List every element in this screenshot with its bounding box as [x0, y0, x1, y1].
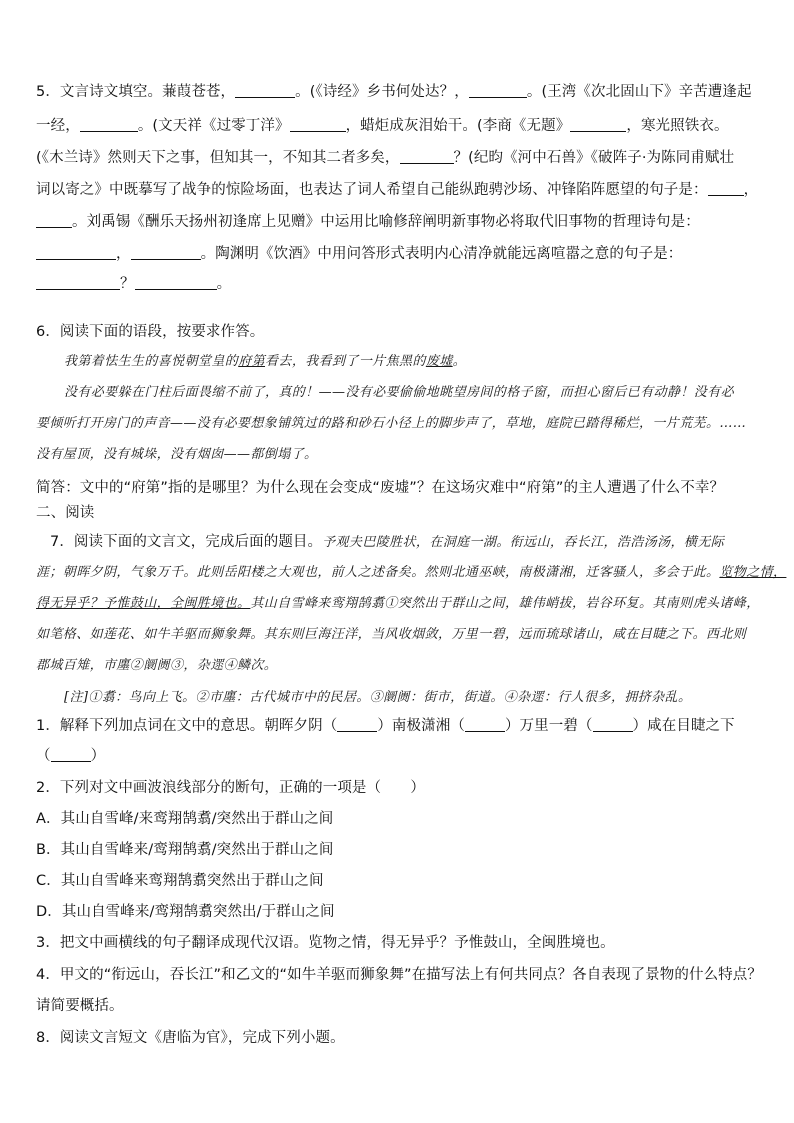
q7-line-5: 郡城百雉，市廛②阛阓③，杂遝④鳞次。: [36, 658, 278, 673]
answer-blank[interactable]: [235, 82, 295, 98]
answer-blank[interactable]: [36, 244, 116, 260]
answer-blank[interactable]: [290, 116, 346, 132]
q5-line-6: ， 。陶渊明《饮酒》中用问答形式表明内心清净就能远离喧嚣之意的句子是：: [36, 244, 766, 264]
answer-blank[interactable]: [400, 148, 454, 164]
q5-line-7: ？ 。: [36, 274, 766, 294]
q6-passage-line-4: 没有屋顶，没有城垛，没有烟囱——都倒塌了。: [36, 447, 318, 462]
q7-line-4: 如笔格、如莲花、如牛羊驱而狮象舞。其东则巨海汪洋，当风收烟敛，万里一碧，远而琉球诸山，咸在目睫之下。西北则: [36, 627, 747, 642]
answer-blank[interactable]: [593, 716, 633, 732]
q6-passage-line-2: 没有必要躲在门柱后面畏缩不前了，真的！——没有必要偷偷地眺望房间的格子窗，而担心窗后已有动静！没有必: [64, 385, 735, 400]
q5-line-4: 词以寄之》中既摹写了战争的惊险场面，也表达了词人希望自己能纵跑骋沙场、冲锋陷阵愿望的句子是： ，: [36, 182, 759, 198]
q7-note: [注]①翥：鸟向上飞。②市廛：古代城市中的民居。③阛阓：街市，街道。④杂遝：行人很多，拥挤杂乱。: [64, 690, 692, 705]
q6-question: 简答：文中的“府第”指的是哪里？为什么现在会变成“废墟”？在这场灾难中“府第”的主人遭遇了什么不幸？: [36, 480, 725, 496]
answer-blank[interactable]: [465, 716, 505, 732]
sub3-question: 3．把文中画横线的句子翻译成现代汉语。览物之情，得无异乎？予惟鼓山，全闽胜境也。: [36, 935, 615, 951]
answer-blank[interactable]: [36, 212, 72, 228]
answer-blank[interactable]: [570, 116, 626, 132]
answer-blank[interactable]: [131, 244, 201, 260]
sub2-question: 2．下列对文中画波浪线部分的断句，正确的一项是（ ）: [36, 780, 425, 796]
sub4-question-line-2: 请简要概括。: [36, 998, 124, 1014]
underlined-term: 府第: [238, 354, 266, 369]
sub4-question-line-1: 4．甲文的“衔远山，吞长江”和乙文的“如牛羊驱而狮象舞”在描写法上有何共同点？各自表现了景物的什么特点？: [36, 967, 762, 983]
q5-line-1: 5．文言诗文填空。蒹葭苍苍， 。(《诗经》乡书何处达？， 。(王湾《次北固山下》辛苦遭逢起: [36, 84, 752, 100]
q6-passage-line-1: 我第着怯生生的喜悦朝堂皇的府第看去，我看到了一片焦黑的废墟。: [64, 354, 467, 369]
q5-line-3: (《木兰诗》然则天下之事，但知其一，不知其二者多矣， ？(纪昀《河中石兽》《破阵子·为陈同甫赋壮: [36, 150, 735, 166]
underlined-sentence: 得无异乎？予惟鼓山，全闽胜境也。: [36, 596, 251, 611]
q8-title: 8．阅读文言短文《唐临为官》，完成下列小题。: [36, 1030, 345, 1046]
q7-line-3: 得无异乎？予惟鼓山，全闽胜境也。其山自雪峰来鸾翔鹄翥①突然出于群山之间，雄伟峭拔，岩谷环复。其南则虎头诸峰，: [36, 596, 760, 611]
underlined-term: 废墟: [425, 354, 453, 369]
q7-line-1: 7．阅读下面的文言文，完成后面的题目。予观夫巴陵胜状，在洞庭一湖。衔远山，吞长江，浩浩汤汤，横无际: [50, 534, 725, 550]
answer-blank[interactable]: [36, 274, 120, 290]
sub2-option-a[interactable]: A．其山自雪峰/来鸾翔鹄翥/突然出于群山之间: [36, 811, 334, 827]
answer-blank[interactable]: [469, 82, 527, 98]
sub1-line-1: 1．解释下列加点词在文中的意思。朝晖夕阴（ ）南极潇湘（ ）万里一碧（ ）咸在目睫之下: [36, 718, 735, 734]
sub2-option-c[interactable]: C．其山自雪峰来鸾翔鹄翥突然出于群山之间: [36, 873, 324, 889]
answer-blank[interactable]: [708, 180, 744, 196]
sub1-line-2: （ ）: [36, 748, 106, 764]
underlined-sentence: 览物之情，: [719, 565, 787, 580]
q6-title: 6．阅读下面的语段，按要求作答。: [36, 324, 265, 340]
q7-line-2: 涯；朝晖夕阴，气象万千。此则岳阳楼之大观也，前人之述备矣。然则北通巫峡，南极潇湘，迁客骚人，多会于此。览物之情，: [36, 565, 787, 580]
answer-blank[interactable]: [51, 746, 91, 762]
answer-blank[interactable]: [135, 274, 217, 290]
sub2-option-b[interactable]: B．其山自雪峰来/鸾翔鹄翥/突然出于群山之间: [36, 842, 334, 858]
q5-line-2: 一经， 。(文天祥《过零丁洋》 ，蜡炬成灰泪始干。(李商《无题》 ，寒光照铁衣。: [36, 118, 729, 134]
answer-blank[interactable]: [337, 716, 377, 732]
answer-blank[interactable]: [80, 116, 138, 132]
section-heading: 二、阅读: [36, 505, 95, 521]
q5-line-5: 。刘禹锡《酬乐天扬州初逢席上见赠》中运用比喻修辞阐明新事物必将取代旧事物的哲理诗句是：: [36, 212, 766, 232]
sub2-option-d[interactable]: D．其山自雪峰来/鸾翔鹄翥突然出/于群山之间: [36, 904, 335, 920]
q6-passage-line-3: 要倾听打开房门的声音——没有必要想象铺筑过的路和砂石小径上的脚步声了，草地，庭院已踏得稀烂，一片荒芜。……: [36, 416, 747, 431]
